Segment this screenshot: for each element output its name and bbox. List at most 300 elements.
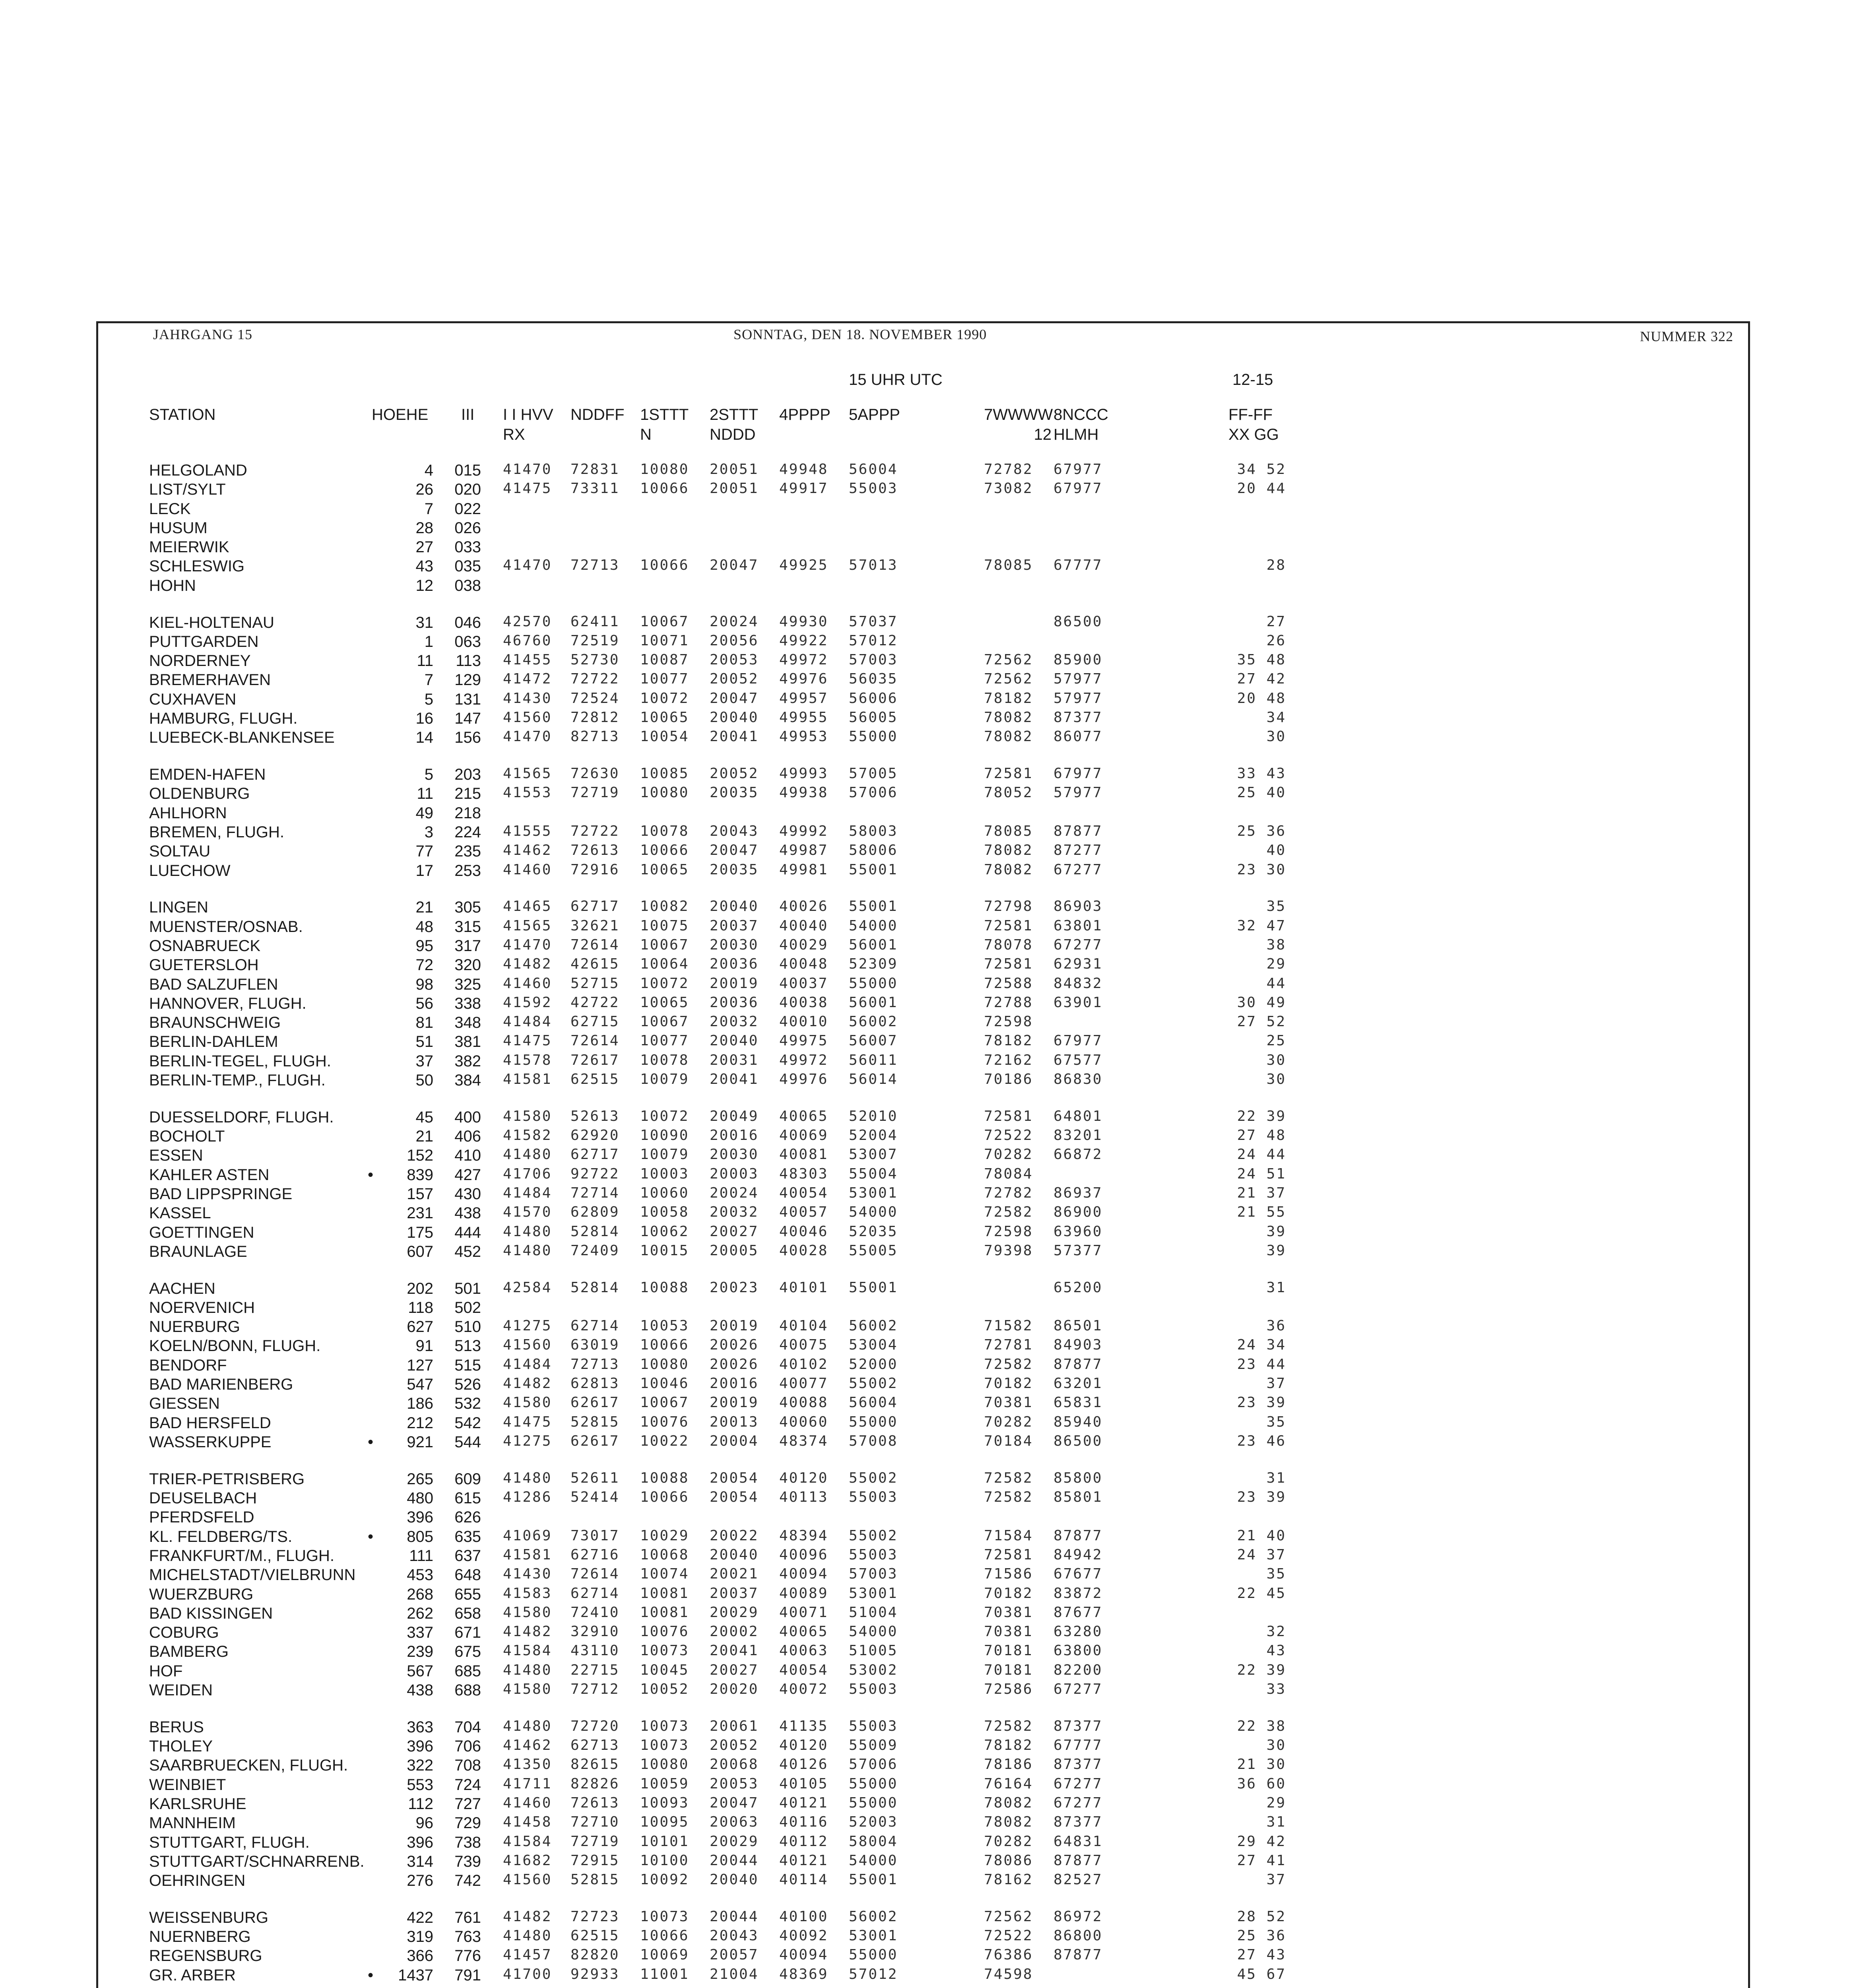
table-cell: 72782 bbox=[984, 461, 1033, 478]
table-cell: 31 bbox=[1266, 1470, 1286, 1486]
table-cell: 82713 bbox=[570, 728, 620, 745]
table-cell: 91 bbox=[415, 1337, 433, 1355]
table-cell: 56001 bbox=[849, 937, 898, 953]
table-cell: 235 bbox=[454, 843, 481, 860]
table-cell: 52003 bbox=[849, 1814, 898, 1830]
table-cell: 63280 bbox=[1054, 1623, 1103, 1640]
table-cell: 72582 bbox=[984, 1356, 1033, 1373]
table-cell: 85900 bbox=[1054, 652, 1103, 668]
station-name: SAARBRUECKEN, FLUGH. bbox=[149, 1757, 348, 1774]
station-name: DEUSELBACH bbox=[149, 1489, 257, 1507]
table-cell: 72581 bbox=[984, 765, 1033, 782]
table-cell: 553 bbox=[407, 1776, 433, 1794]
table-cell: 78186 bbox=[984, 1756, 1033, 1773]
table-cell: 305 bbox=[454, 899, 481, 916]
table-cell: 20031 bbox=[710, 1052, 759, 1068]
station-name: MANNHEIM bbox=[149, 1814, 236, 1832]
table-cell: 41480 bbox=[503, 1242, 552, 1259]
table-cell: 24 44 bbox=[1237, 1146, 1286, 1163]
table-cell: 410 bbox=[454, 1147, 481, 1164]
table-cell: 10078 bbox=[640, 823, 689, 839]
table-cell: 41275 bbox=[503, 1433, 552, 1449]
table-cell: 37 bbox=[1266, 1872, 1286, 1888]
table-cell: 78085 bbox=[984, 823, 1033, 839]
table-cell: 24 34 bbox=[1237, 1337, 1286, 1353]
table-cell: 56004 bbox=[849, 461, 898, 478]
table-cell: 25 40 bbox=[1237, 784, 1286, 801]
table-cell: 17 bbox=[415, 862, 433, 879]
table-cell: 41275 bbox=[503, 1318, 552, 1334]
table-cell: 42570 bbox=[503, 613, 552, 630]
volume-label: JAHRGANG 15 bbox=[153, 326, 253, 342]
station-name: PUTTGARDEN bbox=[149, 633, 259, 650]
table-cell: 20044 bbox=[710, 1908, 759, 1925]
table-cell: 41455 bbox=[503, 652, 552, 668]
table-cell: 49930 bbox=[779, 613, 829, 630]
table-cell: 41458 bbox=[503, 1814, 552, 1830]
table-cell: 55003 bbox=[849, 480, 898, 497]
table-cell: 55000 bbox=[849, 1776, 898, 1792]
table-cell: 22 39 bbox=[1237, 1108, 1286, 1124]
col-header-c8: 8NCCC bbox=[1054, 406, 1108, 423]
table-cell: 10100 bbox=[640, 1852, 689, 1869]
table-cell: 724 bbox=[454, 1776, 481, 1794]
table-cell: 65200 bbox=[1054, 1279, 1103, 1296]
table-cell: 20040 bbox=[710, 898, 759, 914]
table-cell: 55001 bbox=[849, 1872, 898, 1888]
table-cell: 78182 bbox=[984, 1737, 1033, 1753]
table-cell: 64801 bbox=[1054, 1108, 1103, 1124]
table-cell: 72630 bbox=[570, 765, 620, 782]
table-cell: 56002 bbox=[849, 1013, 898, 1030]
table-cell: 87877 bbox=[1054, 1528, 1103, 1544]
station-name: NUERBURG bbox=[149, 1318, 240, 1336]
table-cell: 42584 bbox=[503, 1279, 552, 1296]
table-cell: 67777 bbox=[1054, 557, 1103, 573]
table-cell: 57006 bbox=[849, 784, 898, 801]
table-cell: 36 60 bbox=[1237, 1776, 1286, 1792]
table-cell: 791 bbox=[454, 1967, 481, 1984]
table-cell: 739 bbox=[454, 1853, 481, 1870]
table-cell: 31 bbox=[1266, 1279, 1286, 1296]
table-cell: 72598 bbox=[984, 1223, 1033, 1240]
table-cell: 10073 bbox=[640, 1718, 689, 1734]
table-cell: 727 bbox=[454, 1795, 481, 1813]
table-cell: 49992 bbox=[779, 823, 829, 839]
table-cell: 41711 bbox=[503, 1776, 552, 1792]
table-cell: 253 bbox=[454, 862, 481, 879]
table-cell: 44 bbox=[1266, 975, 1286, 992]
table-cell: 58004 bbox=[849, 1833, 898, 1850]
table-cell: 70181 bbox=[984, 1662, 1033, 1678]
table-cell: 84903 bbox=[1054, 1337, 1103, 1353]
table-cell: 52814 bbox=[570, 1223, 620, 1240]
table-cell: 52010 bbox=[849, 1108, 898, 1124]
table-cell: 55001 bbox=[849, 1279, 898, 1296]
table-cell: 113 bbox=[456, 652, 481, 670]
table-cell: 23 39 bbox=[1237, 1394, 1286, 1411]
table-cell: 20057 bbox=[710, 1947, 759, 1963]
table-cell: 52000 bbox=[849, 1356, 898, 1373]
table-cell: 20041 bbox=[710, 1642, 759, 1659]
table-cell: 41475 bbox=[503, 1033, 552, 1049]
table-cell: 41560 bbox=[503, 1337, 552, 1353]
table-cell: 62617 bbox=[570, 1394, 620, 1411]
table-cell: 72720 bbox=[570, 1718, 620, 1734]
table-cell: 10045 bbox=[640, 1662, 689, 1678]
table-cell: 453 bbox=[407, 1566, 433, 1584]
table-cell: 526 bbox=[454, 1376, 481, 1393]
table-cell: 86501 bbox=[1054, 1318, 1103, 1334]
table-cell: 41580 bbox=[503, 1108, 552, 1124]
table-cell: 502 bbox=[454, 1299, 481, 1316]
table-cell: 10078 bbox=[640, 1052, 689, 1068]
table-cell: 81 bbox=[415, 1014, 433, 1031]
group-header-15utc: 15 UHR UTC bbox=[849, 371, 943, 388]
table-cell: 57977 bbox=[1054, 690, 1103, 707]
station-name: HELGOLAND bbox=[149, 462, 247, 479]
table-cell: 41482 bbox=[503, 1375, 552, 1392]
table-cell: 72916 bbox=[570, 862, 620, 878]
table-cell: 635 bbox=[454, 1528, 481, 1545]
table-cell: 41565 bbox=[503, 918, 552, 934]
station-name: LECK bbox=[149, 500, 191, 518]
table-cell: 57013 bbox=[849, 557, 898, 573]
table-cell: 79398 bbox=[984, 1242, 1033, 1259]
table-cell: 10015 bbox=[640, 1242, 689, 1259]
table-cell: 20056 bbox=[710, 633, 759, 649]
col-subheader-c4: NDDD bbox=[710, 426, 756, 443]
table-cell: 21 55 bbox=[1237, 1204, 1286, 1220]
page-frame bbox=[96, 321, 1750, 1988]
table-cell: 41460 bbox=[503, 862, 552, 878]
table-cell: 41570 bbox=[503, 1204, 552, 1220]
table-cell: 72782 bbox=[984, 1185, 1033, 1201]
table-cell: 10053 bbox=[640, 1318, 689, 1334]
table-cell: 20026 bbox=[710, 1337, 759, 1353]
table-cell: 10066 bbox=[640, 557, 689, 573]
table-cell: 10066 bbox=[640, 480, 689, 497]
table-cell: 51 bbox=[415, 1033, 433, 1050]
table-cell: 72831 bbox=[570, 461, 620, 478]
table-cell: 52815 bbox=[570, 1414, 620, 1430]
table-cell: 40092 bbox=[779, 1928, 829, 1944]
table-cell: 55000 bbox=[849, 728, 898, 745]
table-cell: 41706 bbox=[503, 1166, 552, 1182]
table-cell: 86500 bbox=[1054, 1433, 1103, 1449]
col-header-c2: NDDFF bbox=[570, 406, 625, 423]
table-cell: 24 51 bbox=[1237, 1166, 1286, 1182]
table-cell: 396 bbox=[407, 1508, 433, 1526]
table-cell: 53001 bbox=[849, 1585, 898, 1602]
table-cell: 20037 bbox=[710, 918, 759, 934]
table-cell: 10065 bbox=[640, 994, 689, 1011]
table-cell: 763 bbox=[454, 1928, 481, 1945]
table-cell: 62617 bbox=[570, 1433, 620, 1449]
table-cell: 56005 bbox=[849, 709, 898, 726]
table-cell: 67277 bbox=[1054, 1681, 1103, 1697]
table-cell: 43110 bbox=[570, 1642, 620, 1659]
table-cell: 43 bbox=[415, 557, 433, 575]
table-cell: 72714 bbox=[570, 1185, 620, 1201]
table-cell: 10065 bbox=[640, 862, 689, 878]
table-cell: 55000 bbox=[849, 1414, 898, 1430]
table-cell: 40094 bbox=[779, 1947, 829, 1963]
table-cell: 52035 bbox=[849, 1223, 898, 1240]
table-cell: 87877 bbox=[1054, 823, 1103, 839]
table-cell: 78084 bbox=[984, 1166, 1033, 1182]
table-cell: 72781 bbox=[984, 1337, 1033, 1353]
table-cell: 62716 bbox=[570, 1547, 620, 1563]
table-cell: 40040 bbox=[779, 918, 829, 934]
table-cell: 20023 bbox=[710, 1279, 759, 1296]
table-cell: 73017 bbox=[570, 1528, 620, 1544]
table-cell: 49925 bbox=[779, 557, 829, 573]
table-cell: 49987 bbox=[779, 842, 829, 858]
table-cell: 320 bbox=[454, 956, 481, 974]
table-cell: 20013 bbox=[710, 1414, 759, 1430]
col-header-iii: III bbox=[461, 406, 475, 423]
table-cell: 348 bbox=[454, 1014, 481, 1031]
table-cell: 118 bbox=[408, 1299, 433, 1316]
table-cell: 12 bbox=[415, 577, 433, 594]
table-cell: 57012 bbox=[849, 1966, 898, 1982]
table-cell: 41580 bbox=[503, 1681, 552, 1697]
table-cell: 40101 bbox=[779, 1279, 829, 1296]
table-cell: 10090 bbox=[640, 1127, 689, 1143]
table-cell: 95 bbox=[415, 937, 433, 955]
table-cell: 22 38 bbox=[1237, 1718, 1286, 1734]
table-cell: 41565 bbox=[503, 765, 552, 782]
table-cell: 78082 bbox=[984, 1795, 1033, 1811]
station-name: GUETERSLOH bbox=[149, 956, 259, 974]
table-cell: 49948 bbox=[779, 461, 829, 478]
table-cell: 35 bbox=[1266, 1566, 1286, 1582]
station-name: HAMBURG, FLUGH. bbox=[149, 710, 298, 727]
table-cell: 29 bbox=[1266, 956, 1286, 972]
table-cell: 27 42 bbox=[1237, 671, 1286, 687]
table-cell: 40120 bbox=[779, 1737, 829, 1753]
table-cell: 40100 bbox=[779, 1908, 829, 1925]
table-cell: 85940 bbox=[1054, 1414, 1103, 1430]
table-cell: 20061 bbox=[710, 1718, 759, 1734]
table-cell: 35 48 bbox=[1237, 652, 1286, 668]
table-cell: 384 bbox=[454, 1072, 481, 1089]
table-cell: 40029 bbox=[779, 937, 829, 953]
table-cell: 53004 bbox=[849, 1337, 898, 1353]
table-cell: 41583 bbox=[503, 1585, 552, 1602]
table-cell: 72722 bbox=[570, 823, 620, 839]
table-cell: 78078 bbox=[984, 937, 1033, 953]
table-cell: 175 bbox=[407, 1224, 433, 1241]
table-cell: 62809 bbox=[570, 1204, 620, 1220]
group-header-12-15: 12-15 bbox=[1232, 371, 1273, 388]
table-cell: 57037 bbox=[849, 613, 898, 630]
station-name: KARLSRUHE bbox=[149, 1795, 246, 1813]
table-cell: 86972 bbox=[1054, 1908, 1103, 1925]
table-cell: 55002 bbox=[849, 1375, 898, 1392]
table-cell: 10076 bbox=[640, 1414, 689, 1430]
table-cell: 41286 bbox=[503, 1489, 552, 1505]
table-cell: 10065 bbox=[640, 709, 689, 726]
table-cell: 29 42 bbox=[1237, 1833, 1286, 1850]
table-cell: 62813 bbox=[570, 1375, 620, 1392]
table-cell: 131 bbox=[454, 691, 481, 708]
table-cell: 63801 bbox=[1054, 918, 1103, 934]
col-header-c1: I I HVV bbox=[503, 406, 553, 423]
table-cell: 72581 bbox=[984, 918, 1033, 934]
table-cell: 20036 bbox=[710, 994, 759, 1011]
table-cell: 56004 bbox=[849, 1394, 898, 1411]
table-cell: 70381 bbox=[984, 1394, 1033, 1411]
station-name: AACHEN bbox=[149, 1280, 215, 1297]
table-cell: 23 39 bbox=[1237, 1489, 1286, 1505]
station-name: WEINBIET bbox=[149, 1776, 226, 1794]
table-cell: 10068 bbox=[640, 1547, 689, 1563]
table-cell: 20035 bbox=[710, 784, 759, 801]
table-cell: 41470 bbox=[503, 461, 552, 478]
table-cell: 52611 bbox=[570, 1470, 620, 1486]
table-cell: 53007 bbox=[849, 1146, 898, 1163]
station-name: LIST/SYLT bbox=[149, 481, 226, 498]
table-cell: 78082 bbox=[984, 1814, 1033, 1830]
table-cell: 85800 bbox=[1054, 1470, 1103, 1486]
table-cell: 64831 bbox=[1054, 1833, 1103, 1850]
table-cell: 41472 bbox=[503, 671, 552, 687]
table-cell: 72586 bbox=[984, 1681, 1033, 1697]
table-cell: 28 bbox=[1266, 557, 1286, 573]
table-cell: 438 bbox=[407, 1681, 433, 1699]
table-cell: 49917 bbox=[779, 480, 829, 497]
table-cell: 129 bbox=[454, 671, 481, 689]
station-name: FRANKFURT/M., FLUGH. bbox=[149, 1547, 334, 1565]
table-cell: 10073 bbox=[640, 1642, 689, 1659]
table-cell: 20016 bbox=[710, 1127, 759, 1143]
table-cell: 52715 bbox=[570, 975, 620, 992]
station-name: BREMEN, FLUGH. bbox=[149, 823, 285, 841]
table-cell: 41592 bbox=[503, 994, 552, 1011]
table-cell: 72614 bbox=[570, 1566, 620, 1582]
station-name: AHLHORN bbox=[149, 804, 227, 822]
station-name: STUTTGART/SCHNARRENB. bbox=[149, 1853, 365, 1870]
table-cell: 49981 bbox=[779, 862, 829, 878]
table-cell: 547 bbox=[407, 1376, 433, 1393]
table-cell: 40075 bbox=[779, 1337, 829, 1353]
table-cell: 67977 bbox=[1054, 480, 1103, 497]
table-cell: 10095 bbox=[640, 1814, 689, 1830]
table-cell: 56014 bbox=[849, 1071, 898, 1087]
table-cell: 56002 bbox=[849, 1908, 898, 1925]
table-cell: 86903 bbox=[1054, 898, 1103, 914]
table-cell: 20047 bbox=[710, 557, 759, 573]
table-cell: 82615 bbox=[570, 1756, 620, 1773]
station-name: OSNABRUECK bbox=[149, 937, 261, 955]
table-cell: 70381 bbox=[984, 1604, 1033, 1621]
table-cell: 62515 bbox=[570, 1928, 620, 1944]
table-cell: 10077 bbox=[640, 671, 689, 687]
table-cell: 10085 bbox=[640, 765, 689, 782]
table-cell: 325 bbox=[454, 976, 481, 993]
table-cell: 40089 bbox=[779, 1585, 829, 1602]
table-cell: 41553 bbox=[503, 784, 552, 801]
table-cell: 21 bbox=[415, 1128, 433, 1145]
table-cell: 20051 bbox=[710, 480, 759, 497]
table-cell: 55000 bbox=[849, 1947, 898, 1963]
table-cell: 53001 bbox=[849, 1928, 898, 1944]
table-cell: 513 bbox=[454, 1337, 481, 1355]
table-cell: 40069 bbox=[779, 1127, 829, 1143]
mountain-station-marker: • bbox=[368, 1967, 374, 1984]
table-cell: 26 bbox=[415, 481, 433, 498]
table-cell: 11 bbox=[417, 785, 433, 802]
table-cell: 67277 bbox=[1054, 937, 1103, 953]
table-cell: 41560 bbox=[503, 709, 552, 726]
table-cell: 10080 bbox=[640, 1756, 689, 1773]
table-cell: 776 bbox=[454, 1947, 481, 1965]
table-cell: 7 bbox=[424, 671, 433, 689]
table-cell: 40102 bbox=[779, 1356, 829, 1373]
table-cell: 20053 bbox=[710, 1776, 759, 1792]
table-cell: 41582 bbox=[503, 1127, 552, 1143]
table-cell: 615 bbox=[454, 1489, 481, 1507]
table-cell: 56 bbox=[415, 995, 433, 1012]
table-cell: 72719 bbox=[570, 1833, 620, 1850]
table-cell: 63960 bbox=[1054, 1223, 1103, 1240]
table-cell: 156 bbox=[454, 729, 481, 746]
table-cell: 20068 bbox=[710, 1756, 759, 1773]
table-cell: 54000 bbox=[849, 1204, 898, 1220]
table-cell: 430 bbox=[454, 1185, 481, 1203]
table-cell: 72710 bbox=[570, 1814, 620, 1830]
table-cell: 72798 bbox=[984, 898, 1033, 914]
table-cell: 51004 bbox=[849, 1604, 898, 1621]
table-cell: 671 bbox=[454, 1624, 481, 1641]
table-cell: 515 bbox=[454, 1357, 481, 1374]
table-cell: 202 bbox=[407, 1280, 433, 1297]
table-cell: 55009 bbox=[849, 1737, 898, 1753]
table-cell: 55003 bbox=[849, 1681, 898, 1697]
table-cell: 22715 bbox=[570, 1662, 620, 1678]
table-cell: 40105 bbox=[779, 1776, 829, 1792]
station-name: GR. ARBER bbox=[149, 1967, 236, 1984]
table-cell: 83872 bbox=[1054, 1585, 1103, 1602]
station-name: SCHLESWIG bbox=[149, 557, 245, 575]
station-name: BOCHOLT bbox=[149, 1128, 225, 1145]
table-cell: 41584 bbox=[503, 1642, 552, 1659]
station-name: BAD LIPPSPRINGE bbox=[149, 1185, 293, 1203]
station-name: OLDENBURG bbox=[149, 785, 250, 802]
table-cell: 85801 bbox=[1054, 1489, 1103, 1505]
table-cell: 87377 bbox=[1054, 1756, 1103, 1773]
table-cell: 55001 bbox=[849, 898, 898, 914]
table-cell: 62717 bbox=[570, 898, 620, 914]
col-header-c5: 4PPPP bbox=[779, 406, 831, 423]
table-cell: 41480 bbox=[503, 1223, 552, 1240]
table-cell: 72562 bbox=[984, 1908, 1033, 1925]
table-cell: 72617 bbox=[570, 1052, 620, 1068]
table-cell: 55004 bbox=[849, 1166, 898, 1182]
table-cell: 20043 bbox=[710, 1928, 759, 1944]
table-cell: 5 bbox=[424, 691, 433, 708]
table-cell: 70282 bbox=[984, 1414, 1033, 1430]
table-cell: 78082 bbox=[984, 842, 1033, 858]
table-cell: 40104 bbox=[779, 1318, 829, 1334]
table-cell: 10059 bbox=[640, 1776, 689, 1792]
table-cell: 42615 bbox=[570, 956, 620, 972]
table-cell: 022 bbox=[454, 500, 481, 518]
table-cell: 41581 bbox=[503, 1547, 552, 1563]
table-cell: 32910 bbox=[570, 1623, 620, 1640]
